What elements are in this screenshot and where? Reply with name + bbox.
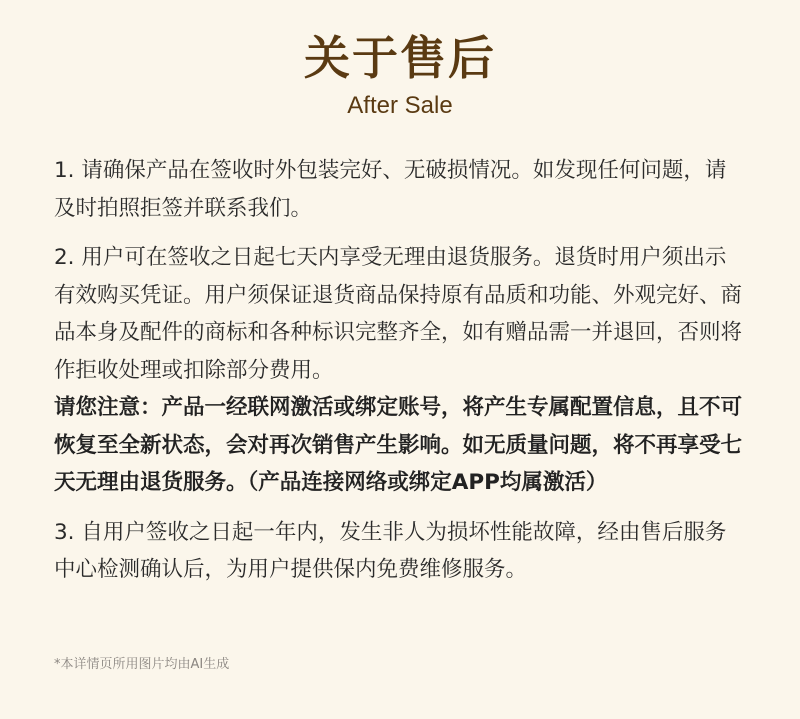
- policy-item-3: 3. 自用户签收之日起一年内，发生非人为损坏性能故障，经由售后服务中心检测确认后，为用户提供保内免费维修服务。: [54, 519, 727, 582]
- page-subtitle: After Sale: [347, 92, 453, 119]
- policy-item-2: 2. 用户可在签收之日起七天内享受无理由退货服务。退货时用户须出示有效购买凭证。用户须保证退货商品保持原有品质和功能、外观完好、商品本身及配件的商标和各种标识完整齐全，如有赠品需一并退回，否则将作拒收处理或扣除部分费用。: [54, 245, 743, 383]
- activation-notice: 请您注意：产品一经联网激活或绑定账号，将产生专属配置信息，且不可恢复至全新状态，会对再次销售产生影响。如无质量问题，将不再享受七天无理由退货服务。（产品连接网络或绑定APP均属激活）: [54, 395, 743, 495]
- policy-item-1: 1. 请确保产品在签收时外包装完好、无破损情况。如发现任何问题，请及时拍照拒签并联系我们。: [54, 158, 727, 221]
- page-title: 关于售后: [304, 31, 496, 85]
- after-sale-content: [54, 152, 744, 589]
- ai-image-footnote: *本详情页所用图片均由AI生成: [54, 657, 230, 672]
